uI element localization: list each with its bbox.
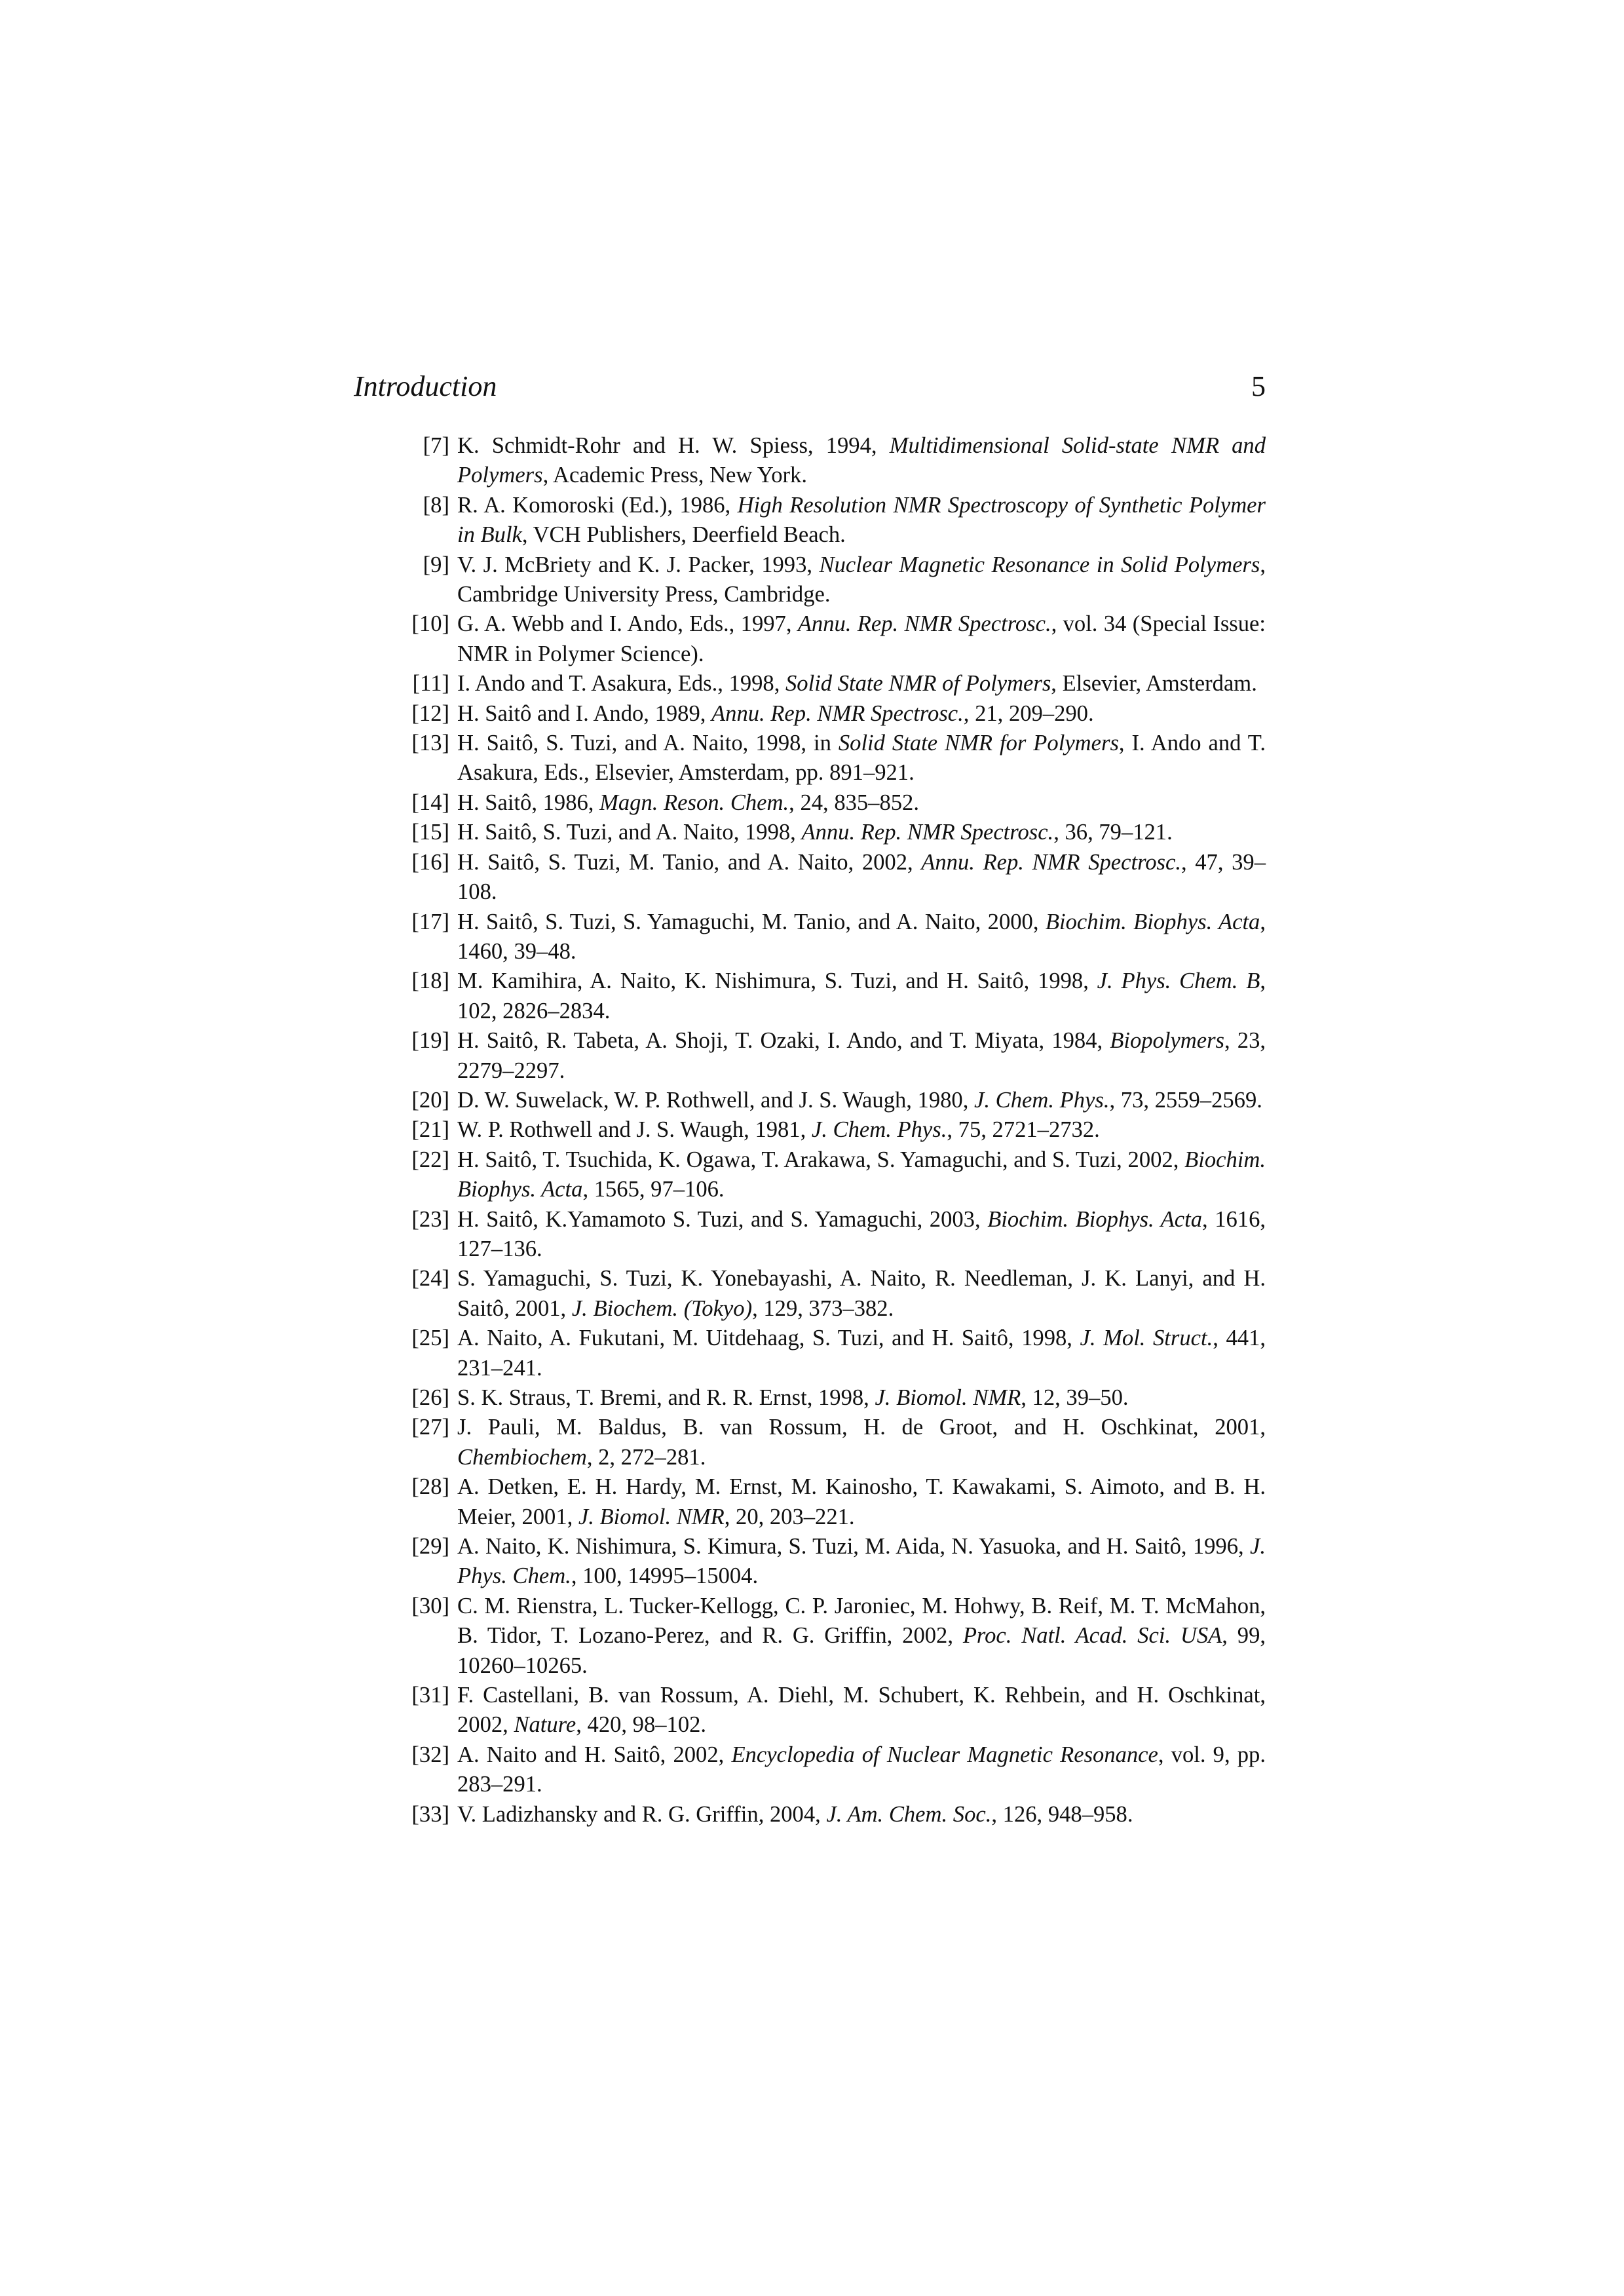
reference-text xyxy=(457,1385,1129,1410)
reference-text xyxy=(457,820,1173,845)
reference-text-segment: D. W. Suwelack, W. P. Rothwell, and J. S. Waugh, 1980, xyxy=(457,1087,975,1113)
reference-text xyxy=(457,1683,1266,1737)
reference-source-title: J. Phys. Chem. B xyxy=(1097,968,1260,994)
reference-text xyxy=(457,850,1266,904)
reference-number: [20] xyxy=(411,1087,449,1113)
reference-number: [26] xyxy=(411,1385,449,1410)
reference-text-segment: , 47, 39–108. xyxy=(457,849,1266,905)
reference-item xyxy=(393,1800,1266,1829)
reference-text-segment: C. M. Rienstra, L. Tucker-Kellogg, C. P. Jaroniec, M. Hohwy, B. Reif, M. T. McMahon, B. Tidor, T. Lozano-Perez, and R. G. Griffin, 2002, xyxy=(457,1593,1266,1649)
reference-text-segment: , 99, 10260–10265. xyxy=(457,1623,1266,1678)
reference-text-segment: , 24, 835–852. xyxy=(789,790,919,815)
reference-item xyxy=(393,609,1266,669)
reference-text-segment: , I. Ando and T. Asakura, Eds., Elsevier, Amsterdam, pp. 891–921. xyxy=(457,731,1266,786)
reference-text-segment: , 441, 231–241. xyxy=(457,1326,1266,1381)
reference-text-segment: H. Saitô, S. Tuzi, and A. Naito, 1998, in xyxy=(457,731,839,756)
reference-text xyxy=(457,1742,1266,1797)
reference-text xyxy=(457,611,1266,666)
reference-text xyxy=(457,552,1266,607)
reference-text-segment: H. Saitô, S. Tuzi, and A. Naito, 1998, xyxy=(457,820,802,845)
reference-number: [16] xyxy=(411,849,449,875)
reference-text-segment: H. Saitô, S. Tuzi, M. Tanio, and A. Naito, 2002, xyxy=(457,849,922,875)
reference-text-segment: , 420, 98–102. xyxy=(576,1712,707,1738)
reference-item xyxy=(393,908,1266,967)
reference-number: [11] xyxy=(412,671,449,697)
reference-text-segment: A. Naito and H. Saitô, 2002, xyxy=(457,1742,732,1767)
reference-source-title: Solid State NMR for Polymers xyxy=(838,731,1119,756)
reference-text xyxy=(457,1088,1262,1113)
reference-source-title: J. Biochem. (Tokyo) xyxy=(571,1295,753,1321)
reference-text-segment: , Elsevier, Amsterdam. xyxy=(1051,671,1257,697)
reference-text xyxy=(457,790,919,815)
reference-text-segment: V. Ladizhansky and R. G. Griffin, 2004, xyxy=(457,1801,827,1827)
reference-source-title: J. Phys. Chem. xyxy=(457,1534,1266,1589)
reference-source-title: J. Chem. Phys. xyxy=(811,1117,947,1143)
reference-text xyxy=(457,1415,1266,1469)
reference-item xyxy=(393,1086,1266,1115)
reference-list xyxy=(393,431,1266,1829)
reference-text-segment: H. Saitô, R. Tabeta, A. Shoji, T. Ozaki, I. Ando, and T. Miyata, 1984, xyxy=(457,1028,1110,1054)
reference-text-segment: , 126, 948–958. xyxy=(991,1801,1133,1827)
reference-text-segment: , vol. 34 (Special Issue: NMR in Polymer Science). xyxy=(457,611,1266,666)
reference-source-title: Proc. Natl. Acad. Sci. USA xyxy=(962,1623,1222,1649)
reference-text-segment: W. P. Rothwell and J. S. Waugh, 1981, xyxy=(457,1117,812,1143)
reference-text-segment: H. Saitô, T. Tsuchida, K. Ogawa, T. Arakawa, S. Yamaguchi, and S. Tuzi, 2002, xyxy=(457,1147,1185,1172)
reference-item xyxy=(393,848,1266,908)
reference-number: [15] xyxy=(411,820,449,845)
reference-text xyxy=(457,433,1266,488)
reference-number: [17] xyxy=(411,909,449,934)
reference-number: [27] xyxy=(411,1415,449,1440)
reference-text-segment: , Academic Press, New York. xyxy=(542,463,807,488)
reference-text-segment: , vol. 9, pp. 283–291. xyxy=(457,1742,1266,1797)
reference-text-segment: R. A. Komoroski (Ed.), 1986, xyxy=(457,492,738,518)
reference-text xyxy=(457,1534,1266,1588)
reference-number: [13] xyxy=(411,731,449,756)
reference-text-segment: S. Yamaguchi, S. Tuzi, K. Yonebayashi, A. Naito, R. Needleman, J. K. Lanyi, and H. Saitô, 2001, xyxy=(457,1266,1266,1321)
reference-text xyxy=(457,1117,1100,1142)
reference-text xyxy=(457,1326,1266,1380)
reference-source-title: Biochim. Biophys. Acta xyxy=(987,1206,1202,1232)
reference-text-segment: , 100, 14995–15004. xyxy=(571,1563,759,1589)
reference-text xyxy=(457,1147,1266,1202)
reference-text-segment: , 75, 2721–2732. xyxy=(947,1117,1100,1143)
reference-text-segment: , 129, 373–382. xyxy=(752,1295,894,1321)
reference-text-segment: , Cambridge University Press, Cambridge. xyxy=(457,552,1266,607)
reference-item xyxy=(393,966,1266,1026)
reference-item xyxy=(393,1115,1266,1145)
reference-text xyxy=(457,909,1266,964)
reference-text-segment: F. Castellani, B. van Rossum, A. Diehl, M. Schubert, K. Rehbein, and H. Oschkinat, 2002, xyxy=(457,1683,1266,1738)
reference-text-segment: , 2, 272–281. xyxy=(586,1444,706,1470)
reference-item xyxy=(393,669,1266,698)
reference-text-segment: , 21, 209–290. xyxy=(963,700,1094,726)
reference-text-segment: J. Pauli, M. Baldus, B. van Rossum, H. de Groot, and H. Oschkinat, 2001, xyxy=(457,1415,1266,1440)
reference-text xyxy=(457,1474,1266,1529)
reference-text-segment: G. A. Webb and I. Ando, Eds., 1997, xyxy=(457,611,798,637)
reference-text xyxy=(457,968,1266,1023)
reference-item xyxy=(393,550,1266,610)
reference-source-title: Annu. Rep. NMR Spectrosc. xyxy=(801,820,1054,845)
reference-item xyxy=(393,491,1266,550)
reference-source-title: Biochim. Biophys. Acta xyxy=(1045,909,1260,934)
reference-number: [23] xyxy=(411,1206,449,1232)
reference-source-title: Biochim. Biophys. Acta xyxy=(457,1147,1266,1202)
reference-source-title: Nature xyxy=(514,1712,576,1738)
reference-text-segment: V. J. McBriety and K. J. Packer, 1993, xyxy=(457,552,820,577)
reference-text xyxy=(457,731,1266,785)
reference-text-segment: S. K. Straus, T. Bremi, and R. R. Ernst, 1998, xyxy=(457,1385,875,1410)
reference-number: [19] xyxy=(411,1028,449,1054)
reference-text-segment: I. Ando and T. Asakura, Eds., 1998, xyxy=(457,671,786,697)
reference-item xyxy=(393,1145,1266,1205)
reference-source-title: Solid State NMR of Polymers xyxy=(785,671,1051,697)
reference-number: [22] xyxy=(411,1147,449,1172)
reference-number: [14] xyxy=(411,790,449,815)
reference-text-segment: , 12, 39–50. xyxy=(1021,1385,1129,1410)
reference-text-segment: M. Kamihira, A. Naito, K. Nishimura, S. Tuzi, and H. Saitô, 1998, xyxy=(457,968,1097,994)
reference-text-segment: H. Saitô and I. Ando, 1989, xyxy=(457,700,712,726)
reference-text-segment: , 1565, 97–106. xyxy=(582,1177,725,1202)
reference-source-title: J. Biomol. NMR xyxy=(875,1385,1021,1410)
reference-item xyxy=(393,1383,1266,1413)
reference-text xyxy=(457,1207,1266,1261)
reference-number: [8] xyxy=(423,492,449,518)
reference-item xyxy=(393,1026,1266,1086)
reference-item xyxy=(393,788,1266,818)
reference-item xyxy=(393,818,1266,847)
reference-source-title: Biopolymers xyxy=(1110,1028,1225,1054)
reference-number: [33] xyxy=(411,1801,449,1827)
reference-number: [7] xyxy=(423,433,449,458)
reference-source-title: Chembiochem xyxy=(457,1444,587,1470)
reference-source-title: Encyclopedia of Nuclear Magnetic Resonance xyxy=(731,1742,1158,1767)
reference-source-title: J. Chem. Phys. xyxy=(974,1087,1110,1113)
reference-text-segment: H. Saitô, K.Yamamoto S. Tuzi, and S. Yamaguchi, 2003, xyxy=(457,1206,988,1232)
reference-number: [12] xyxy=(411,700,449,726)
reference-source-title: J. Am. Chem. Soc. xyxy=(826,1801,992,1827)
reference-number: [24] xyxy=(411,1266,449,1292)
reference-item xyxy=(393,1324,1266,1383)
reference-item xyxy=(393,1264,1266,1324)
reference-text-segment: A. Naito, K. Nishimura, S. Kimura, S. Tuzi, M. Aida, N. Yasuoka, and H. Saitô, 1996, xyxy=(457,1534,1250,1559)
reference-text xyxy=(457,1028,1266,1082)
reference-item xyxy=(393,1205,1266,1265)
reference-text xyxy=(457,1594,1266,1678)
reference-source-title: High Resolution NMR Spectroscopy of Synthetic Polymer in Bulk xyxy=(457,492,1266,548)
reference-number: [30] xyxy=(411,1593,449,1618)
reference-item xyxy=(393,431,1266,491)
reference-item xyxy=(393,1472,1266,1532)
reference-number: [10] xyxy=(411,611,449,637)
reference-text xyxy=(457,701,1094,726)
reference-text-segment: , 102, 2826–2834. xyxy=(457,968,1266,1024)
reference-item xyxy=(393,1413,1266,1472)
reference-source-title: Annu. Rep. NMR Spectrosc. xyxy=(797,611,1051,637)
reference-item xyxy=(393,1740,1266,1800)
reference-text-segment: , 1616, 127–136. xyxy=(457,1206,1266,1261)
reference-item xyxy=(393,1532,1266,1592)
reference-item xyxy=(393,729,1266,788)
reference-text xyxy=(457,493,1266,547)
reference-text-segment: A. Naito, A. Fukutani, M. Uitdehaag, S. Tuzi, and H. Saitô, 1998, xyxy=(457,1326,1080,1351)
page-number: 5 xyxy=(1251,370,1266,402)
reference-number: [21] xyxy=(411,1117,449,1143)
reference-text-segment: H. Saitô, 1986, xyxy=(457,790,600,815)
reference-text xyxy=(457,671,1257,696)
reference-source-title: Magn. Reson. Chem. xyxy=(599,790,789,815)
reference-number: [28] xyxy=(411,1474,449,1500)
reference-text xyxy=(457,1802,1133,1827)
reference-item xyxy=(393,699,1266,729)
reference-source-title: Nuclear Magnetic Resonance in Solid Polymers xyxy=(819,552,1260,577)
reference-item xyxy=(393,1592,1266,1681)
reference-number: [18] xyxy=(411,968,449,994)
reference-text-segment: , 20, 203–221. xyxy=(724,1504,855,1529)
reference-number: [31] xyxy=(411,1683,449,1708)
section-title: Introduction xyxy=(354,370,497,402)
running-head xyxy=(354,367,1266,406)
reference-item xyxy=(393,1681,1266,1740)
reference-text-segment: H. Saitô, S. Tuzi, S. Yamaguchi, M. Tanio, and A. Naito, 2000, xyxy=(457,909,1046,934)
reference-number: [29] xyxy=(411,1534,449,1559)
reference-source-title: J. Biomol. NMR xyxy=(578,1504,725,1529)
reference-source-title: Multidimensional Solid-state NMR and Polymers xyxy=(457,433,1266,488)
reference-text-segment: , 23, 2279–2297. xyxy=(457,1028,1266,1083)
reference-source-title: Annu. Rep. NMR Spectrosc. xyxy=(711,700,964,726)
reference-text-segment: , 1460, 39–48. xyxy=(457,909,1266,964)
reference-text-segment: K. Schmidt-Rohr and H. W. Spiess, 1994, xyxy=(457,433,890,458)
reference-text-segment: , VCH Publishers, Deerfield Beach. xyxy=(521,522,846,548)
reference-text-segment: A. Detken, E. H. Hardy, M. Ernst, M. Kainosho, T. Kawakami, S. Aimoto, and B. H. Meier, 2001, xyxy=(457,1474,1266,1529)
reference-text-segment: , 73, 2559–2569. xyxy=(1109,1087,1262,1113)
reference-number: [32] xyxy=(411,1742,449,1767)
reference-number: [9] xyxy=(423,552,449,577)
reference-text xyxy=(457,1266,1266,1320)
reference-source-title: Annu. Rep. NMR Spectrosc. xyxy=(921,849,1181,875)
reference-source-title: J. Mol. Struct. xyxy=(1080,1326,1213,1351)
reference-text-segment: , 36, 79–121. xyxy=(1053,820,1173,845)
reference-number: [25] xyxy=(411,1326,449,1351)
